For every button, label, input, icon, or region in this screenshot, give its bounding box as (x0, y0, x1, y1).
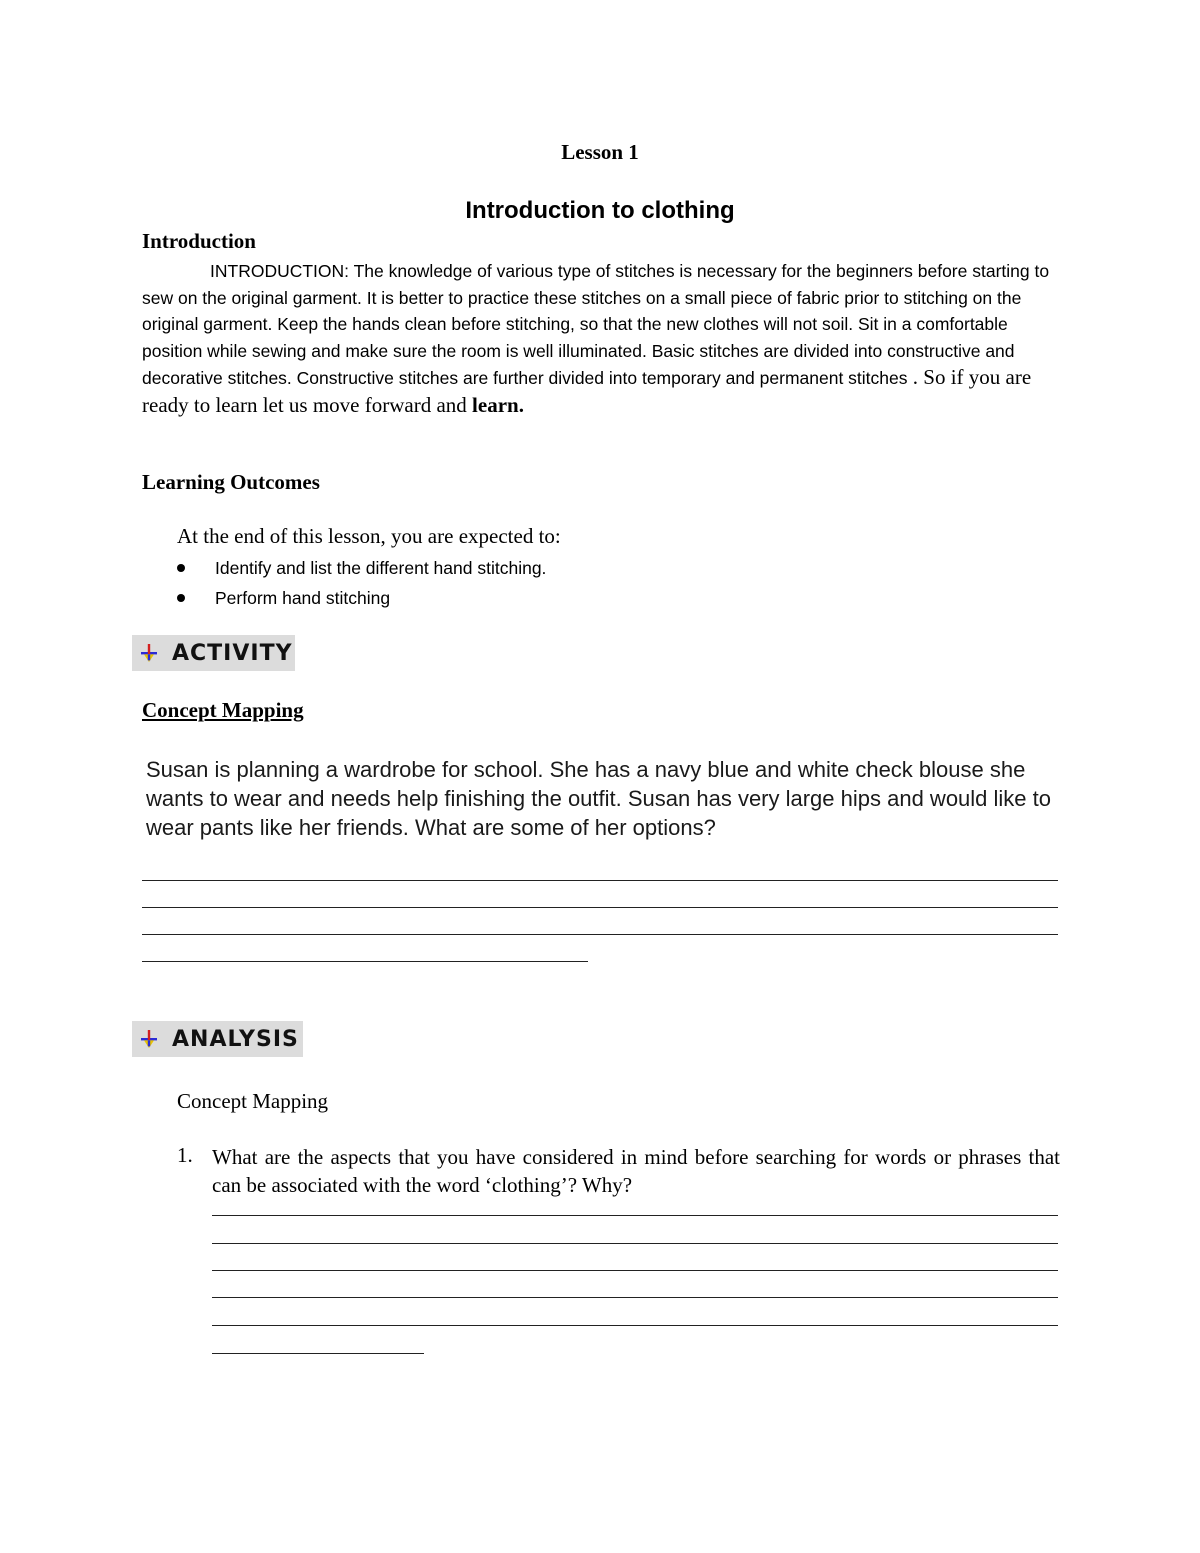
answer-line[interactable] (142, 934, 1058, 935)
question-number: 1. (177, 1143, 193, 1167)
introduction-heading: Introduction (142, 229, 256, 253)
answer-line[interactable] (212, 1270, 1058, 1271)
activity-banner (132, 635, 295, 671)
answer-line[interactable] (142, 961, 588, 962)
answer-line[interactable] (142, 907, 1058, 908)
concept-mapping-heading: Concept Mapping (142, 698, 304, 722)
answer-line[interactable] (212, 1297, 1058, 1298)
learning-outcomes-lead: At the end of this lesson, you are expected to: (177, 524, 561, 548)
lesson-number: Lesson 1 (561, 140, 639, 164)
answer-line[interactable] (212, 1325, 1058, 1326)
learning-outcomes-list (177, 554, 546, 614)
list-item: Identify and list the different hand stitching. (177, 554, 546, 584)
bullet-icon (177, 594, 185, 602)
cross-arrow-icon (138, 642, 160, 664)
bullet-icon (177, 564, 185, 572)
answer-line[interactable] (212, 1215, 1058, 1216)
introduction-bold-end: learn. (472, 392, 524, 417)
page-title: Introduction to clothing (465, 197, 735, 224)
introduction-tail: . So if you are ready to learn let us move forward and (142, 365, 1032, 417)
learning-outcomes-heading: Learning Outcomes (142, 470, 320, 494)
question-text: What are the aspects that you have considered in mind before searching for words or phrases that can be associated with the word ‘clothing’? Why? (212, 1145, 1060, 1197)
introduction-paragraph (142, 258, 1060, 419)
cross-arrow-icon (138, 1028, 160, 1050)
activity-label: ACTIVITY (172, 640, 293, 666)
introduction-body: INTRODUCTION: The knowledge of various type of stitches is necessary for the beginners before starting to sew on the original garment. It is better to practice these stitches on a small piece of fabric prior to stitching on the original garment. Keep the hands clean before stitching, so that the new clothes will not soil. Sit in a comfortable position while sewing and make sure the room is well illuminated. Basic stitches are divided into constructive and decorative stitches. Constructive stitches are further divided into temporary and permanent stitches (142, 261, 1050, 388)
list-item: Perform hand stitching (177, 584, 546, 614)
answer-line[interactable] (212, 1243, 1058, 1244)
analysis-label: ANALYSIS (172, 1026, 299, 1052)
analysis-subheading: Concept Mapping (177, 1089, 329, 1113)
analysis-banner (132, 1021, 303, 1057)
answer-line[interactable] (212, 1353, 424, 1354)
scenario-text: Susan is planning a wardrobe for school. She has a navy blue and white check blouse she wants to wear and needs help finishing the outfit. Susan has very large hips and would like to wear pants like her friends. What are some of her options? (146, 757, 1051, 840)
answer-line[interactable] (142, 880, 1058, 881)
